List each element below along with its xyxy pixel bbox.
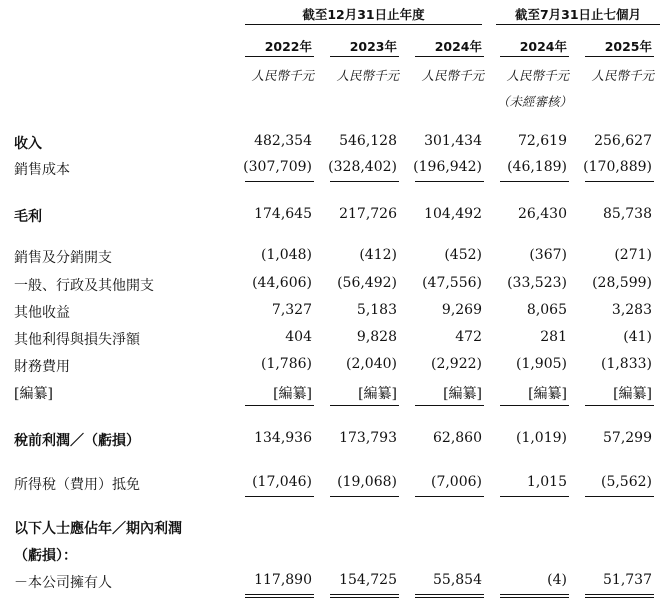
row-value: (2,040) — [345, 356, 397, 372]
row-value: (46,189) — [507, 159, 567, 175]
row-value: (1,019) — [515, 430, 567, 446]
single-underline — [330, 496, 399, 497]
row-value: 217,726 — [339, 206, 397, 222]
row-value: 404 — [285, 329, 312, 345]
row-value: [編纂] — [528, 386, 567, 402]
row-value: 1,015 — [526, 474, 567, 490]
double-underline — [415, 594, 484, 598]
row-value: (452) — [444, 247, 482, 263]
row-value: 57,299 — [603, 430, 652, 446]
row-value: (1,905) — [515, 356, 567, 372]
row-label: 所得稅（費用）抵免 — [14, 477, 140, 493]
row-value: 7,327 — [271, 302, 312, 318]
year-col-3: 2024年 — [434, 39, 482, 54]
row-value: 281 — [540, 329, 567, 345]
single-underline — [415, 405, 484, 406]
row-label: 銷售成本 — [14, 162, 70, 178]
row-value: (47,556) — [422, 275, 482, 291]
row-value: 546,128 — [339, 133, 397, 149]
double-underline — [585, 594, 654, 598]
row-value: (1,833) — [600, 356, 652, 372]
row-value: 301,434 — [424, 133, 482, 149]
row-value: 85,738 — [603, 206, 652, 222]
row-value: (41) — [623, 329, 652, 345]
row-value: 51,737 — [603, 572, 652, 588]
row-value: (271) — [614, 247, 652, 263]
row-value: 256,627 — [594, 133, 652, 149]
double-underline — [245, 594, 314, 598]
unit-col-1: 人民幣千元 — [251, 68, 314, 83]
header-group-annual-rule — [245, 24, 482, 25]
single-underline — [500, 405, 569, 406]
single-underline — [585, 181, 654, 182]
row-value: (5,562) — [600, 474, 652, 490]
row-label: 其他收益 — [14, 305, 70, 321]
header-group-seven-months-rule — [496, 24, 660, 25]
double-underline — [500, 594, 569, 598]
row-value: 8,065 — [526, 302, 567, 318]
year-col-5: 2025年 — [604, 39, 652, 54]
single-underline — [245, 496, 314, 497]
row-label: 以下人士應佔年／期內利潤 — [14, 521, 182, 537]
row-value: (2,922) — [430, 356, 482, 372]
row-value: 55,854 — [433, 572, 482, 588]
row-value: 104,492 — [424, 206, 482, 222]
row-value: (4) — [547, 572, 567, 588]
row-value: (44,606) — [252, 275, 312, 291]
header-group-seven-months: 截至7月31日止七個月 — [514, 7, 642, 22]
row-label: 財務費用 — [14, 359, 70, 375]
row-value: (56,492) — [337, 275, 397, 291]
single-underline — [585, 496, 654, 497]
row-value: (19,068) — [337, 474, 397, 490]
row-label: （虧損）： — [14, 548, 77, 564]
row-label: 收入 — [14, 136, 42, 152]
year-rule-2 — [330, 56, 399, 57]
row-value: (17,046) — [252, 474, 312, 490]
row-value: (1,048) — [260, 247, 312, 263]
row-value: [編纂] — [273, 386, 312, 402]
row-value: (307,709) — [243, 159, 312, 175]
row-value: 154,725 — [339, 572, 397, 588]
unit-col-2: 人民幣千元 — [336, 68, 399, 83]
year-rule-3 — [415, 56, 484, 57]
row-value: (1,786) — [260, 356, 312, 372]
row-value: 134,936 — [254, 430, 312, 446]
row-value: [編纂] — [443, 386, 482, 402]
row-value: 472 — [455, 329, 482, 345]
row-value: 9,828 — [356, 329, 397, 345]
year-rule-4 — [500, 56, 569, 57]
row-value: (170,889) — [583, 159, 652, 175]
single-underline — [500, 181, 569, 182]
year-rule-1 — [245, 56, 314, 57]
row-label: 銷售及分銷開支 — [14, 250, 112, 266]
row-value: (412) — [359, 247, 397, 263]
row-value: 174,645 — [254, 206, 312, 222]
single-underline — [585, 405, 654, 406]
row-value: 173,793 — [339, 430, 397, 446]
unaudited-note: （未經審核） — [497, 94, 573, 109]
row-label: 稅前利潤／（虧損） — [14, 433, 140, 449]
row-label: －本公司擁有人 — [14, 575, 112, 591]
row-value: [編纂] — [613, 386, 652, 402]
row-label: 一般、行政及其他開支 — [14, 278, 154, 294]
single-underline — [245, 405, 314, 406]
row-value: (28,599) — [592, 275, 652, 291]
single-underline — [245, 181, 314, 182]
unit-col-5: 人民幣千元 — [591, 68, 654, 83]
row-value: (328,402) — [328, 159, 397, 175]
row-value: 117,890 — [254, 572, 312, 588]
year-col-4: 2024年 — [519, 39, 567, 54]
year-rule-5 — [585, 56, 654, 57]
row-label: 毛利 — [14, 209, 42, 225]
single-underline — [330, 181, 399, 182]
double-underline — [330, 594, 399, 598]
row-label: [編纂] — [14, 386, 53, 402]
single-underline — [415, 496, 484, 497]
row-value: [編纂] — [358, 386, 397, 402]
single-underline — [415, 181, 484, 182]
year-col-1: 2022年 — [264, 39, 312, 54]
row-value: 5,183 — [356, 302, 397, 318]
header-group-annual: 截至12月31日止年度 — [302, 7, 425, 22]
row-label: 其他利得與損失淨額 — [14, 332, 140, 348]
row-value: (367) — [529, 247, 567, 263]
row-value: 482,354 — [254, 133, 312, 149]
single-underline — [500, 496, 569, 497]
row-value: (33,523) — [507, 275, 567, 291]
row-value: 72,619 — [518, 133, 567, 149]
row-value: 3,283 — [611, 302, 652, 318]
unit-col-4: 人民幣千元 — [506, 68, 569, 83]
row-value: 26,430 — [518, 206, 567, 222]
single-underline — [330, 405, 399, 406]
row-value: 9,269 — [441, 302, 482, 318]
unit-col-3: 人民幣千元 — [421, 68, 484, 83]
year-col-2: 2023年 — [349, 39, 397, 54]
row-value: (196,942) — [413, 159, 482, 175]
row-value: (7,006) — [430, 474, 482, 490]
row-value: 62,860 — [433, 430, 482, 446]
